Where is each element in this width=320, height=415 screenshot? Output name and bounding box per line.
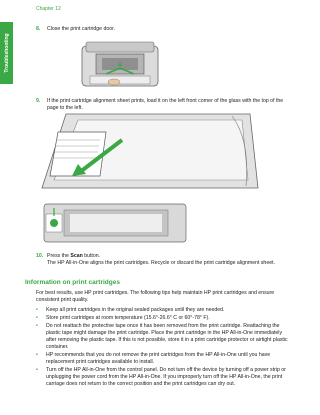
step-text: Press the Scan button. [47, 253, 101, 259]
tips-list [36, 307, 288, 389]
list-item: • Keep all print cartridges in the original sealed packages until they are needed. [36, 307, 225, 313]
scan-button-label: Scan [70, 253, 83, 259]
list-item: • HP recommends that you do not remove the print cartridges from the HP All-in-One until you have replacement print cartridges available to install. [36, 352, 271, 365]
section-intro: For best results, use HP print cartridges. The following tips help maintain HP print cartridges and ensure consistent print quality. [36, 290, 275, 303]
section-side-tab [0, 22, 13, 84]
step-10 [36, 253, 286, 267]
close-cartridge-door-illustration [76, 38, 164, 94]
side-tab-label: Troubleshooting [3, 33, 10, 73]
step-number: 8. [36, 26, 41, 32]
load-alignment-sheet-illustration [36, 110, 264, 192]
list-item: • Store print cartridges at room temperature (15.6°-26.6° C or 60°-78° F). [36, 315, 210, 321]
section-title: Information on print cartridges [25, 279, 120, 286]
step-detail: The HP All-in-One aligns the print cartridges. Recycle or discard the print cartridge alignment sheet. [47, 260, 275, 266]
step-number: 10. [36, 253, 44, 259]
chapter-header: Chapter 12 [36, 6, 61, 12]
step-8 [36, 26, 286, 33]
list-item: • Do not reattach the protective tape once it has been removed from the print cartridge. Reattaching the plastic tape might damage the print cartridge. Place the print cartridge in the HP All-in-One immediately after removing the plastic tape. If this is not possible, store it in a print cartridge protector or airtight plastic container. [36, 323, 288, 350]
step-number: 9. [36, 98, 41, 104]
press-scan-illustration [40, 196, 190, 248]
list-item: • Turn off the HP All-in-One from the control panel. Do not turn off the device by turning off a power strip or unplugging the power cord from the HP All-in-One. If you improperly turn off the HP All-in-One, the print carriage does not return to the correct position and the print cartridges can dry out. [36, 367, 286, 387]
step-text: Close the print cartridge door. [47, 26, 116, 32]
step-text: If the print cartridge alignment sheet prints, load it on the left front corner of the glass with the top of the page to the left. [47, 98, 284, 111]
